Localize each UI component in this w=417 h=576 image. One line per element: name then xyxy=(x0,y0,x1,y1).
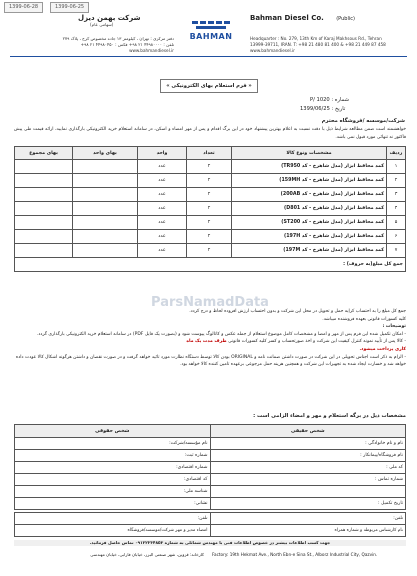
item-description: کمد محافظ ابزار (مدل شاهرخ - کد 197H) xyxy=(232,230,387,244)
bahman-logo-icon xyxy=(190,18,232,32)
person-field[interactable]: کد ملی : xyxy=(210,462,406,474)
notes-block xyxy=(14,308,406,369)
unit-price-input[interactable] xyxy=(73,160,138,174)
recipient-line: شرکت/موسسه /فروشگاه محترم xyxy=(321,118,405,124)
company-field[interactable]: شناسه ملی: xyxy=(15,486,211,498)
row-number: ۳ xyxy=(387,188,406,202)
total-amount-words[interactable]: جمع کل مبلغ(به حروف) : xyxy=(15,258,406,272)
item-unit: عدد xyxy=(138,230,187,244)
company-field[interactable]: کد اقتصادی: xyxy=(15,474,211,486)
brand-english: Bahman Diesel Co. (Public) xyxy=(250,14,355,22)
row-number: ۶ xyxy=(387,230,406,244)
unit-price-input[interactable] xyxy=(73,202,138,216)
item-unit: عدد xyxy=(138,188,187,202)
item-unit: عدد xyxy=(138,160,187,174)
table-row xyxy=(15,438,406,450)
item-description: کمد محافظ ابزار (مدل شاهرخ - کد D801) xyxy=(232,202,387,216)
total-row xyxy=(15,258,406,272)
person-field[interactable]: نام و نام خانوادگی : xyxy=(210,438,406,450)
item-unit: عدد xyxy=(138,174,187,188)
table-row xyxy=(15,216,406,230)
row-number: ۱ xyxy=(387,160,406,174)
notes-heading: توضیحات : xyxy=(382,324,406,330)
company-field[interactable]: شماره اقتصادی: xyxy=(15,462,211,474)
row-number: ۲ xyxy=(387,174,406,188)
item-qty: ۲ xyxy=(187,230,232,244)
col-unit: واحد xyxy=(138,147,187,160)
total-price-input[interactable] xyxy=(15,230,73,244)
note-line: کلیه کسورات قانونی بعهده فروشنده میباشد. xyxy=(322,316,406,322)
col-row: ردیف xyxy=(387,147,406,160)
items-table-header xyxy=(15,147,406,160)
table-row xyxy=(15,462,406,474)
table-row xyxy=(15,230,406,244)
person-field[interactable] xyxy=(210,486,406,498)
expert-note: نام کارشناس مربوطه و شماره همراه xyxy=(210,525,406,537)
item-qty: ۲ xyxy=(187,188,232,202)
total-price-input[interactable] xyxy=(15,202,73,216)
table-row xyxy=(15,174,406,188)
company-field[interactable]: نشانی: xyxy=(15,498,211,510)
table-row xyxy=(15,202,406,216)
col-company: شخص حقوقی xyxy=(15,425,211,438)
col-desc: مشخصات ونوع کالا xyxy=(232,147,387,160)
person-field[interactable]: نام فروشگاه/پیمانکار : xyxy=(210,450,406,462)
table-row xyxy=(15,498,406,510)
item-qty: ۲ xyxy=(187,160,232,174)
note-line: کاری پرداخت میشود. xyxy=(359,346,406,352)
item-qty: ۲ xyxy=(187,216,232,230)
item-qty: ۲ xyxy=(187,244,232,258)
company-field[interactable]: نام مؤسسه/شرکت: xyxy=(15,438,211,450)
seller-table xyxy=(14,424,406,510)
row-number: ۵ xyxy=(387,216,406,230)
phone-field[interactable]: تلفن: xyxy=(210,513,406,525)
row-number: ۴ xyxy=(387,202,406,216)
item-unit: عدد xyxy=(138,244,187,258)
item-unit: عدد xyxy=(138,202,187,216)
item-description: کمد محافظ ابزار (مدل شاهرخ - کد TR950) xyxy=(232,160,387,174)
total-price-input[interactable] xyxy=(15,174,73,188)
factory-address-persian: کارخانه: قزوین، شهر صنعتی البرز، خیابان فارابی، خیابان مهندسی xyxy=(90,552,204,557)
company-field[interactable]: شماره ثبت: xyxy=(15,450,211,462)
brand-persian-sub: (سهامی عام) xyxy=(90,22,114,27)
note-line: - الزام به ذکر است اجناس تحویلی در این شرکت در صورت داشتن ضمانت نامه و ORIGINAL بودن کالا توسط دستگاه نظارت مورد تائید خواهد گرفت و در صورت نقصان و داشتن هرگونه اشکال کالا عودت داده خواهد شد و خسارت ایجاد شده به تجهیزات این شرکت و همچنین هزینه حمل مرجوعی برعهده تامین کننده کالا خواهد بود. xyxy=(15,354,406,368)
table-row xyxy=(15,525,406,537)
logo-wordmark: BAHMAN xyxy=(189,32,233,41)
table-row xyxy=(15,244,406,258)
item-description: کمد محافظ ابزار (مدل شاهرخ - کد 159MH) xyxy=(232,174,387,188)
address-english: Headquarter : No. 279, 13th Km of Karaj Makhsous Rd., Tehran 13999-39711, IRAN. T: +98 21 480 81 400 & +98 21 449 87 458 www.bahmandiesel.ir xyxy=(250,36,386,53)
unit-price-input[interactable] xyxy=(73,188,138,202)
seller-section-title: مشخصات ذیل در برگه استعلام و مهر و امضاء الزامی است : xyxy=(253,413,406,419)
date-stamp-1: 1399-06-28 xyxy=(4,2,43,13)
item-description: کمد محافظ ابزار (مدل شاهرخ - کد ST200) xyxy=(232,216,387,230)
table-row xyxy=(15,188,406,202)
unit-price-input[interactable] xyxy=(73,174,138,188)
table-row xyxy=(15,513,406,525)
table-row xyxy=(15,450,406,462)
header-rule xyxy=(10,56,407,57)
watermark: ParsNamadData xyxy=(151,295,269,310)
date-stamp-2: 1399-06-25 xyxy=(50,2,89,13)
intro-paragraph: خواهشمند است ضمن مطالعه شرایط ذیل با دقت نسبت به اعلام بهترین پیشنهاد خود در این برگ اقدام و پس از مهر امضاء و اسکن، در سامانه استعلام خرید الکترونیکی بارگذاری نمایید، ارائه قیمت طی پیش فاکتور نه تنهائی مورد قبول نمی باشد. xyxy=(14,127,406,140)
total-price-input[interactable] xyxy=(15,160,73,174)
col-total-price: بهای مجموع xyxy=(15,147,73,160)
person-field[interactable]: شماره تماس : xyxy=(210,474,406,486)
item-description: کمد محافظ ابزار (مدل شاهرخ - کد 200AB) xyxy=(232,188,387,202)
item-qty: ۲ xyxy=(187,202,232,216)
factory-address-english: Factory: 19th Hekmat Ave., North Ebn-e Sina St., Alborz Industrial City, Qazvin. xyxy=(212,552,378,557)
form-number: شماره : P/ 1020 xyxy=(310,97,349,103)
form-title: « فرم استعلام بهای الکترونیکی » xyxy=(160,79,258,93)
form-date: تاریخ : 1399/06/25 xyxy=(300,106,346,112)
col-person: شخص حقیقی xyxy=(210,425,406,438)
signature-table xyxy=(14,512,406,537)
note-line: - امکان تکمیل شده این فرم پس از مهر و امضا و مشخصات کامل موضوع استعلام از جمله عکس و کاتالوگ پیوست شود و (بصورت یک فایل PDF) در سامانه استعلام خرید الکترونیکی بارگذاری گردد. xyxy=(36,331,406,337)
col-unit-price: بهای واحد xyxy=(73,147,138,160)
item-qty: ۲ xyxy=(187,174,232,188)
fax-field[interactable]: تلفن: xyxy=(15,513,211,525)
note-line: جمع کل مبلغ را به احتساب کرایه حمل و تحویل در محل این شرکت و بدون احتساب ارزش افزوده لحاظ و درج کردد. xyxy=(189,309,406,314)
table-row xyxy=(15,474,406,486)
seller-table-header xyxy=(15,425,406,438)
total-price-input[interactable] xyxy=(15,244,73,258)
note-line: - کالا پس از تأیید نمونه کنترل کیفیت این شرکت و اخذ صورتحساب و کسر کلیه کسورات قانونی ظرف مدت یک ماه xyxy=(186,339,406,345)
item-unit: عدد xyxy=(138,216,187,230)
unit-price-input[interactable] xyxy=(73,244,138,258)
person-field[interactable]: تاریخ تکمیل : xyxy=(210,498,406,510)
total-price-input[interactable] xyxy=(15,188,73,202)
col-qty: تعداد xyxy=(187,147,232,160)
items-table xyxy=(14,146,406,272)
table-row xyxy=(15,160,406,174)
brand-persian: شرکت بهمن دیزل xyxy=(78,14,141,22)
unit-price-input[interactable] xyxy=(73,216,138,230)
stamp-signature-field[interactable]: امضاء مدیر و مهر شرکت/موسسه/فروشگاه xyxy=(15,525,211,537)
table-row xyxy=(15,486,406,498)
item-description: کمد محافظ ابزار (مدل شاهرخ - کد 197M) xyxy=(232,244,387,258)
row-number: ۷ xyxy=(387,244,406,258)
unit-price-input[interactable] xyxy=(73,230,138,244)
address-persian: دفتر مرکزی : تهران ، کیلومتر ۱۳ جاده مخصوص کرج ، پلاک ۲۷۹ تلفن : ۴۴۹۸۰۰۰۰ ۲۱ ۹۸+ فکس : ۴۴۹۸۰۴۵۰ ۲۱ ۹۸+ www.bahmandiesel.ir xyxy=(62,36,174,53)
footer-notice: جهت کسب اطلاعات بیشتر در خصوص اطلاعات فنی با مهندس شمائلی به شماره ۰۹۱۲۲۲۳۴۸۵۳ تماس حاصل فرمائید. xyxy=(14,540,406,546)
total-price-input[interactable] xyxy=(15,216,73,230)
